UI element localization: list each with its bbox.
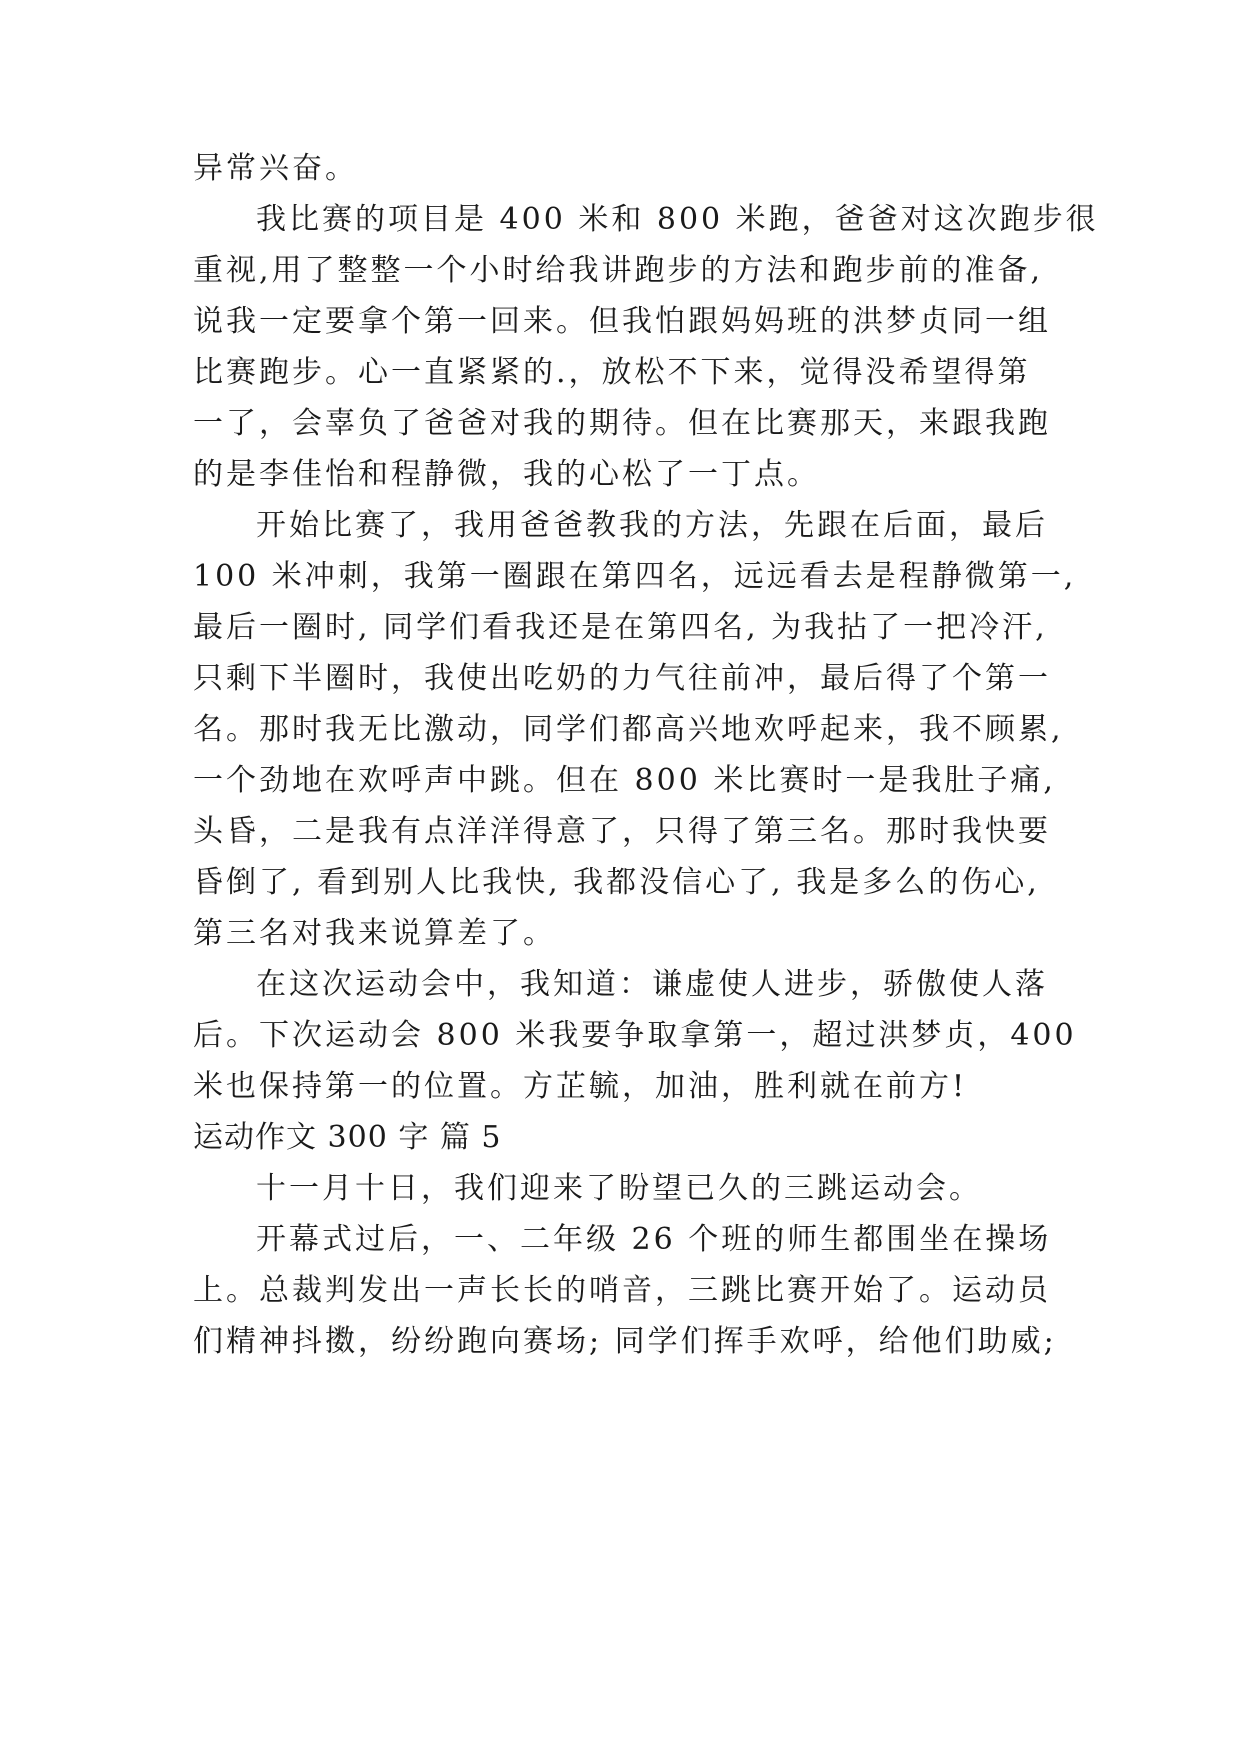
text-line: 后。下次运动会 800 米我要争取拿第一，超过洪梦贞，400	[193, 1018, 1077, 1053]
text-line: 一了，会辜负了爸爸对我的期待。但在比赛那天，来跟我跑	[193, 406, 1051, 441]
text-line: 的是李佳怡和程静微，我的心松了一丁点。	[193, 457, 820, 492]
text-line: 100 米冲刺，我第一圈跟在第四名，远远看去是程静微第一,	[193, 559, 1077, 594]
text-line: 比赛跑步。心一直紧紧的.，放松不下来，觉得没希望得第	[193, 355, 1031, 390]
text-line: 只剩下半圈时，我使出吃奶的力气往前冲，最后得了个第一	[193, 661, 1051, 696]
text-line: 重视,用了整整一个小时给我讲跑步的方法和跑步前的准备,	[193, 253, 1044, 288]
paragraph-start-line: 十一月十日，我们迎来了盼望已久的三跳运动会。	[256, 1171, 982, 1206]
paragraph-start-line: 在这次运动会中，我知道：谦虚使人进步，骄傲使人落	[256, 967, 1048, 1002]
paragraph-start-line: 开始比赛了，我用爸爸教我的方法，先跟在后面，最后	[256, 508, 1048, 543]
text-line: 昏倒了, 看到别人比我快, 我都没信心了, 我是多么的伤心,	[193, 865, 1040, 900]
text-line: 最后一圈时, 同学们看我还是在第四名, 为我拈了一把冷汗,	[193, 610, 1048, 645]
text-line: 米也保持第一的位置。方芷毓，加油，胜利就在前方!	[193, 1069, 968, 1104]
text-line: 一个劲地在欢呼声中跳。但在 800 米比赛时一是我肚子痛,	[193, 763, 1056, 798]
text-line: 说我一定要拿个第一回来。但我怕跟妈妈班的洪梦贞同一组	[193, 304, 1051, 339]
paragraph-start-line: 我比赛的项目是 400 米和 800 米跑，爸爸对这次跑步很	[256, 202, 1099, 237]
text-line: 头昏，二是我有点洋洋得意了，只得了第三名。那时我快要	[193, 814, 1051, 849]
section-heading: 运动作文 300 字 篇 5	[193, 1120, 502, 1155]
text-line: 们精神抖擞，纷纷跑向赛场; 同学们挥手欢呼，给他们助威;	[193, 1324, 1057, 1359]
text-line: 名。那时我无比激动，同学们都高兴地欢呼起来，我不顾累,	[193, 712, 1064, 747]
text-line: 异常兴奋。	[193, 151, 358, 186]
text-line: 第三名对我来说算差了。	[193, 916, 556, 951]
text-line: 上。总裁判发出一声长长的哨音，三跳比赛开始了。运动员	[193, 1273, 1051, 1308]
paragraph-start-line: 开幕式过后，一、二年级 26 个班的师生都围坐在操场	[256, 1222, 1052, 1257]
